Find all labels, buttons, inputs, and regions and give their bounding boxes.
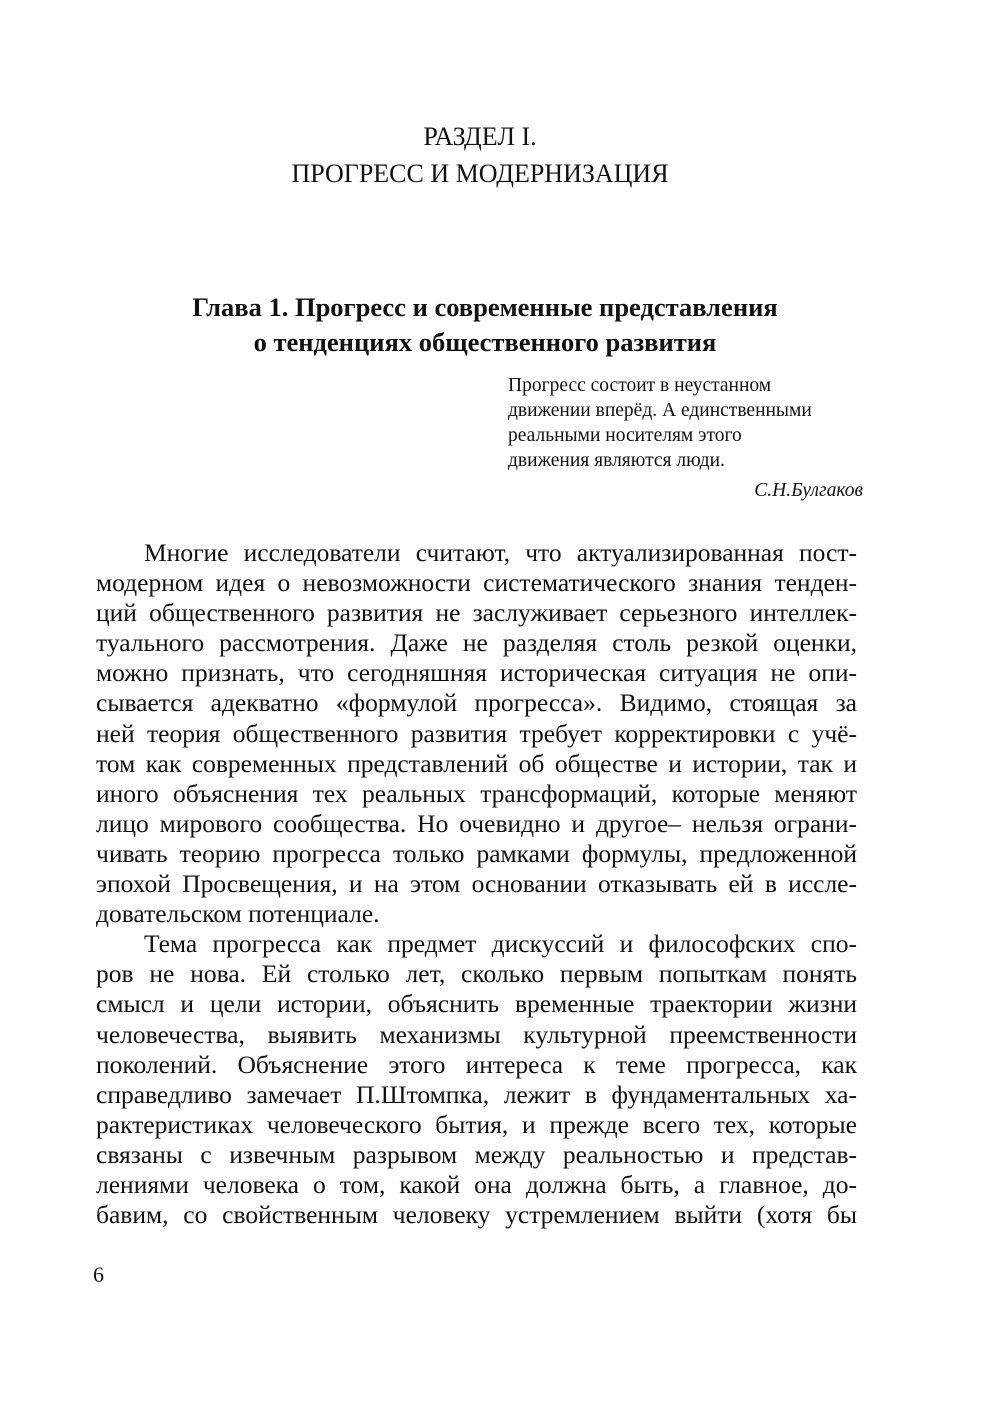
paragraph-line: ций общественного развития не заслуживает серьезного интеллек- [96, 598, 857, 628]
section-title: ПРОГРЕСС И МОДЕРНИЗАЦИЯ [291, 159, 669, 188]
paragraph-line: рактеристиках человеческого бытия, и прежде всего тех, которые [96, 1109, 857, 1139]
epigraph [508, 373, 863, 503]
paragraph-2 [96, 929, 857, 1230]
paragraph-line: лицо мирового сообщества. Но очевидно и другое– нельзя ограни- [96, 808, 857, 838]
paragraph-line: поколений. Объяснение этого интереса к теме прогресса, как [96, 1049, 857, 1079]
paragraph-line: связаны с извечным разрывом между реальностью и представ- [96, 1139, 857, 1169]
epigraph-author: С.Н.Булгаков [754, 480, 863, 501]
paragraph-line: сывается адекватно «формулой прогресса». Видимо, стоящая за [96, 688, 857, 718]
epigraph-line: реальными носителям этого [508, 425, 742, 446]
paragraph-line: бавим, со свойственным человеку устремлением выйти (хотя бы [96, 1200, 857, 1230]
paragraph-1 [96, 538, 857, 929]
paragraph-line: смысл и цели истории, объяснить временные траектории жизни [96, 989, 857, 1019]
paragraph-line: чивать теорию прогресса только рамками формулы, предложенной [96, 838, 857, 868]
paragraph-line: эпохой Просвещения, и на этом основании отказывать ей в иссле- [96, 869, 857, 899]
paragraph-line: иного объяснения тех реальных трансформаций, которые меняют [96, 778, 857, 808]
section-number: РАЗДЕЛ I. [423, 122, 537, 151]
paragraph-line: ров не нова. Ей столько лет, сколько первым попыткам понять [96, 959, 857, 989]
epigraph-line: движении вперёд. А единственными [508, 400, 812, 421]
paragraph-line: том как современных представлений об обществе и истории, так и [96, 748, 857, 778]
body-text [96, 538, 857, 1230]
chapter-title-line-1: Глава 1. Прогресс и современные представления [192, 292, 778, 322]
paragraph-line: модерном идея о невозможности систематического знания тенден- [96, 568, 857, 598]
paragraph-line: можно признать, что сегодняшняя историческая ситуация не опи- [96, 658, 857, 688]
paragraph-line: лениями человека о том, какой она должна быть, а главное, до- [96, 1169, 857, 1199]
paragraph-line: человечества, выявить механизмы культурной преемственности [96, 1019, 857, 1049]
epigraph-line: движения являются люди. [508, 450, 725, 471]
paragraph-line: справедливо замечает П.Штомпка, лежит в фундаментальных ха- [96, 1079, 857, 1109]
paragraph-line: Тема прогресса как предмет дискуссий и философских спо- [144, 929, 857, 959]
paragraph-line: Многие исследователи считают, что актуализированная пост- [144, 538, 857, 567]
paragraph-line: довательском потенциале. [96, 899, 380, 929]
paragraph-line: ней теория общественного развития требует корректировки с учё- [96, 718, 857, 748]
epigraph-line: Прогресс состоит в неустанном [508, 375, 772, 396]
chapter-heading [0, 290, 970, 360]
paragraph-line: туального рассмотрения. Даже не разделяя столь резкой оценки, [96, 628, 857, 658]
chapter-title-line-2: о тенденциях общественного развития [253, 327, 717, 357]
page-number: 6 [93, 1262, 104, 1287]
section-heading [0, 118, 960, 192]
